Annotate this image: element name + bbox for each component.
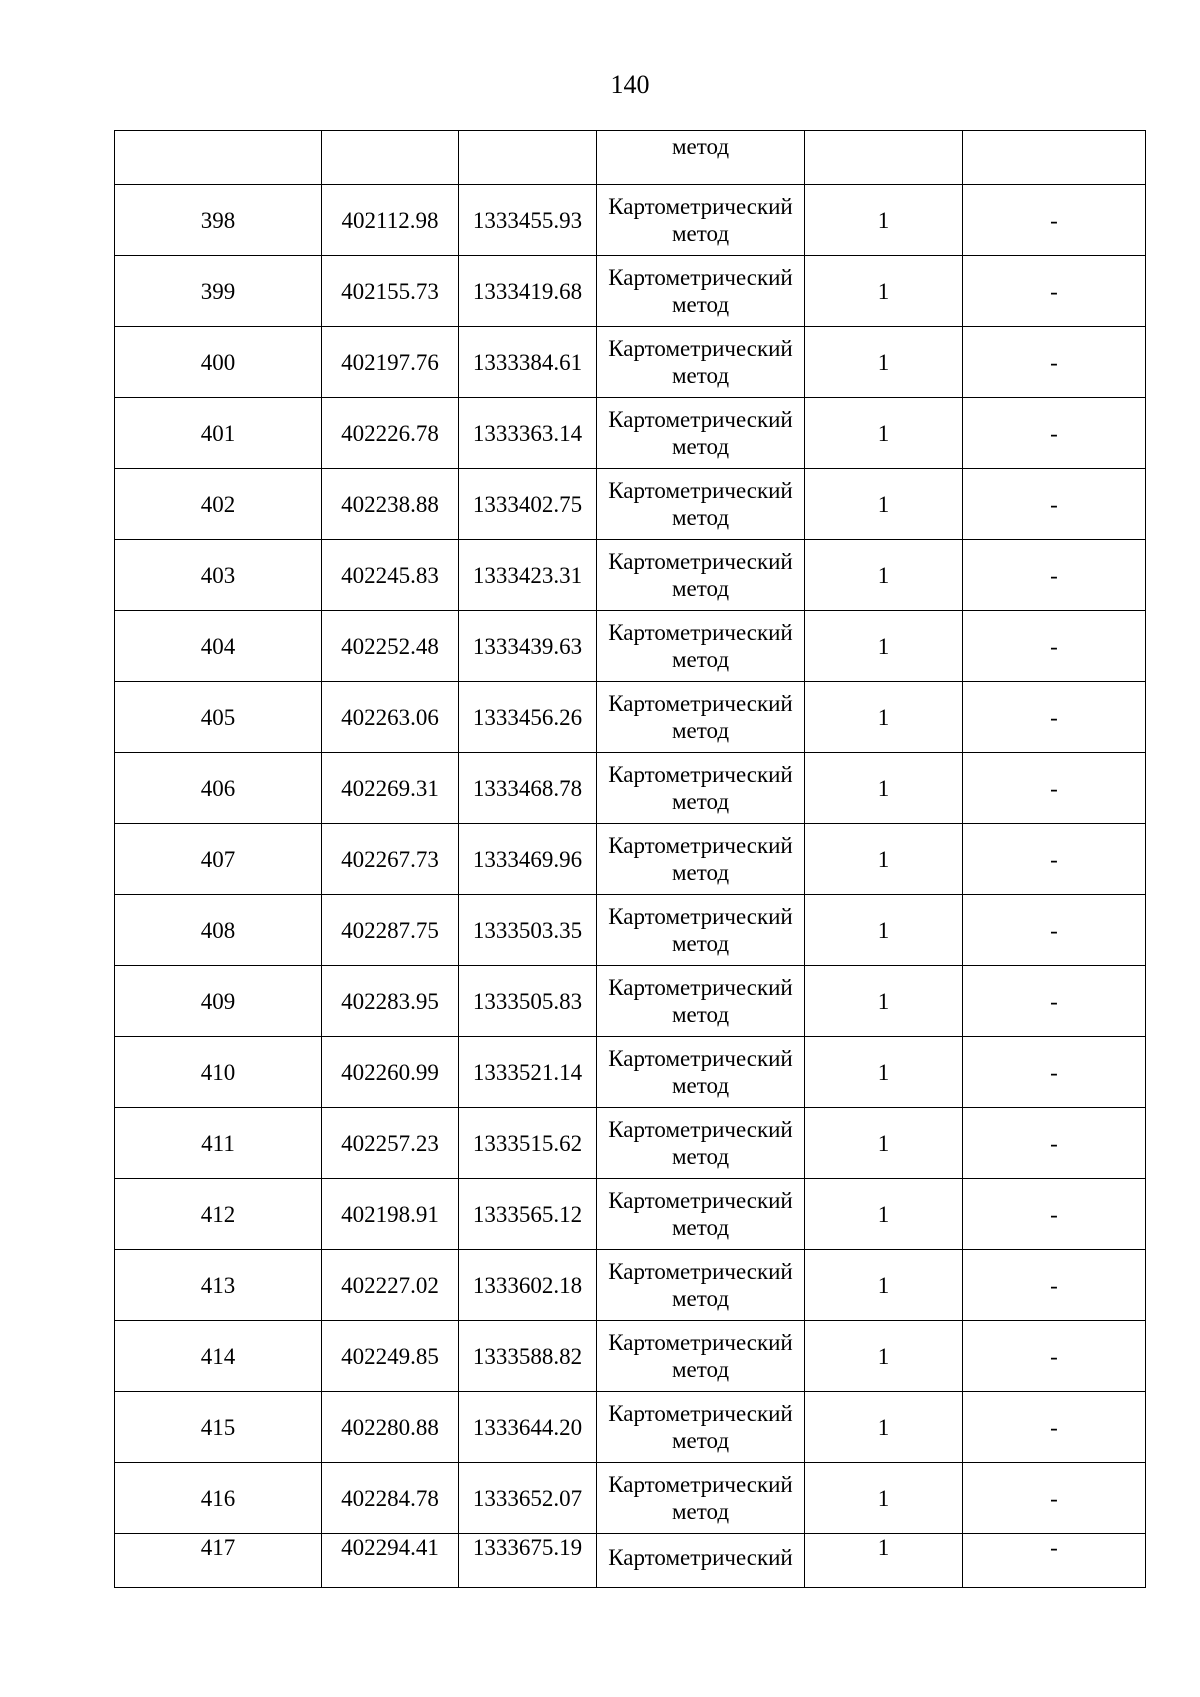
cell-note: - — [963, 256, 1146, 327]
cell-x: 402155.73 — [322, 256, 459, 327]
table-row — [115, 1108, 1146, 1179]
method-line-2: метод — [671, 1428, 730, 1453]
cell-method — [597, 398, 805, 469]
cell-point-number: 402 — [115, 469, 322, 540]
cell-point-number: 415 — [115, 1392, 322, 1463]
method-line-2: метод — [671, 221, 730, 246]
cell-x: 402249.85 — [322, 1321, 459, 1392]
cell-accuracy: 1 — [805, 824, 963, 895]
cell-method: Картометрический — [597, 1534, 805, 1588]
cell-y: 1333521.14 — [459, 1037, 597, 1108]
cell-x: 402260.99 — [322, 1037, 459, 1108]
cell-accuracy: 1 — [805, 1250, 963, 1321]
cell-note: - — [963, 1037, 1146, 1108]
cell-y — [459, 131, 597, 185]
cell-point-number: 416 — [115, 1463, 322, 1534]
cell-method — [597, 1250, 805, 1321]
cell-x: 402198.91 — [322, 1179, 459, 1250]
method-line-2: метод — [671, 718, 730, 743]
cell-y: 1333384.61 — [459, 327, 597, 398]
cell-note: - — [963, 1179, 1146, 1250]
cell-note: - — [963, 185, 1146, 256]
cell-x: 402112.98 — [322, 185, 459, 256]
cell-note: - — [963, 1250, 1146, 1321]
cell-note: - — [963, 1392, 1146, 1463]
cell-point-number: 403 — [115, 540, 322, 611]
cell-accuracy: 1 — [805, 540, 963, 611]
table-body — [115, 131, 1146, 1588]
table-row — [115, 611, 1146, 682]
cell-point-number: 411 — [115, 1108, 322, 1179]
method-line-2: метод — [671, 434, 730, 459]
table-row — [115, 256, 1146, 327]
cell-method — [597, 256, 805, 327]
cell-accuracy: 1 — [805, 327, 963, 398]
table-row — [115, 1463, 1146, 1534]
cell-y: 1333505.83 — [459, 966, 597, 1037]
cell-x: 402257.23 — [322, 1108, 459, 1179]
cell-y: 1333644.20 — [459, 1392, 597, 1463]
table-row — [115, 824, 1146, 895]
method-line-2: метод — [671, 1144, 730, 1169]
method-line-1: Картометрический — [608, 620, 793, 645]
cell-note: - — [963, 540, 1146, 611]
cell-x: 402269.31 — [322, 753, 459, 824]
cell-x: 402267.73 — [322, 824, 459, 895]
method-line-2: метод — [671, 1002, 730, 1027]
method-line-1: Картометрический — [608, 1472, 793, 1497]
cell-y: 1333363.14 — [459, 398, 597, 469]
cell-point-number: 398 — [115, 185, 322, 256]
cell-note: - — [963, 824, 1146, 895]
cell-point-number: 413 — [115, 1250, 322, 1321]
table-row — [115, 682, 1146, 753]
method-line-2: метод — [671, 1357, 730, 1382]
table-row — [115, 469, 1146, 540]
cell-note: - — [963, 1534, 1146, 1588]
cell-accuracy: 1 — [805, 682, 963, 753]
method-line-1: Картометрический — [608, 904, 793, 929]
cell-method — [597, 1463, 805, 1534]
table-row — [115, 1250, 1146, 1321]
cell-x — [322, 131, 459, 185]
coordinates-table — [114, 130, 1146, 1588]
method-line-2: метод — [671, 292, 730, 317]
cell-note: - — [963, 1463, 1146, 1534]
method-line-1: Картометрический — [608, 1046, 793, 1071]
cell-point-number: 399 — [115, 256, 322, 327]
cell-note: - — [963, 1108, 1146, 1179]
cell-y: 1333675.19 — [459, 1534, 597, 1588]
table-row — [115, 1321, 1146, 1392]
cell-method — [597, 753, 805, 824]
method-line-1: Картометрический — [608, 1330, 793, 1355]
cell-method — [597, 682, 805, 753]
continuation-row — [115, 131, 1146, 185]
page-number: 140 — [610, 70, 650, 99]
table-row — [115, 398, 1146, 469]
cell-y: 1333588.82 — [459, 1321, 597, 1392]
cell-note: - — [963, 398, 1146, 469]
cell-point-number: 407 — [115, 824, 322, 895]
cell-method — [597, 1108, 805, 1179]
cell-note: - — [963, 469, 1146, 540]
cell-accuracy: 1 — [805, 1463, 963, 1534]
table-row — [115, 966, 1146, 1037]
cell-y: 1333468.78 — [459, 753, 597, 824]
table-row — [115, 1179, 1146, 1250]
table-row — [115, 895, 1146, 966]
cell-x: 402280.88 — [322, 1392, 459, 1463]
cell-note: - — [963, 611, 1146, 682]
cell-y: 1333503.35 — [459, 895, 597, 966]
table-row-last — [115, 1534, 1146, 1588]
cell-x: 402197.76 — [322, 327, 459, 398]
cell-x: 402227.02 — [322, 1250, 459, 1321]
cell-method — [597, 1037, 805, 1108]
method-line-1: Картометрический — [608, 1259, 793, 1284]
table-row — [115, 1037, 1146, 1108]
cell-point-number: 405 — [115, 682, 322, 753]
cell-point-number: 417 — [115, 1534, 322, 1588]
method-line-1: Картометрический — [608, 1188, 793, 1213]
cell-accuracy: 1 — [805, 1534, 963, 1588]
method-line-1: Картометрический — [608, 478, 793, 503]
cell-x: 402287.75 — [322, 895, 459, 966]
cell-note: - — [963, 327, 1146, 398]
cell-method — [597, 540, 805, 611]
cell-point-number: 408 — [115, 895, 322, 966]
method-line-1: Картометрический — [608, 975, 793, 1000]
cell-x: 402263.06 — [322, 682, 459, 753]
method-line-2: метод — [671, 1215, 730, 1240]
cell-x: 402294.41 — [322, 1534, 459, 1588]
cell-method — [597, 1179, 805, 1250]
cell-method: метод — [597, 131, 805, 185]
method-line-1: Картометрический — [608, 549, 793, 574]
cell-point-number: 409 — [115, 966, 322, 1037]
method-line-1: Картометрический — [608, 833, 793, 858]
cell-point-number: 401 — [115, 398, 322, 469]
cell-point-number: 404 — [115, 611, 322, 682]
cell-x: 402238.88 — [322, 469, 459, 540]
cell-point-number: 412 — [115, 1179, 322, 1250]
cell-accuracy: 1 — [805, 469, 963, 540]
method-line-2: метод — [671, 647, 730, 672]
cell-point-number: 414 — [115, 1321, 322, 1392]
table-row — [115, 185, 1146, 256]
cell-method — [597, 1321, 805, 1392]
cell-accuracy: 1 — [805, 1392, 963, 1463]
cell-y: 1333602.18 — [459, 1250, 597, 1321]
method-line-2: метод — [671, 1286, 730, 1311]
cell-x: 402226.78 — [322, 398, 459, 469]
cell-accuracy: 1 — [805, 1179, 963, 1250]
cell-accuracy: 1 — [805, 1321, 963, 1392]
method-line-2: метод — [671, 789, 730, 814]
cell-method — [597, 895, 805, 966]
method-line-1: Картометрический — [608, 691, 793, 716]
method-line-1: Картометрический — [608, 265, 793, 290]
cell-accuracy: 1 — [805, 185, 963, 256]
cell-x: 402252.48 — [322, 611, 459, 682]
cell-accuracy: 1 — [805, 753, 963, 824]
cell-accuracy: 1 — [805, 256, 963, 327]
cell-y: 1333419.68 — [459, 256, 597, 327]
method-line-1: Картометрический — [608, 336, 793, 361]
cell-method — [597, 824, 805, 895]
cell-y: 1333652.07 — [459, 1463, 597, 1534]
cell-accuracy: 1 — [805, 1108, 963, 1179]
cell-accuracy: 1 — [805, 611, 963, 682]
cell-method — [597, 327, 805, 398]
cell-method — [597, 1392, 805, 1463]
cell-y: 1333439.63 — [459, 611, 597, 682]
cell-method — [597, 611, 805, 682]
cell-note — [963, 131, 1146, 185]
method-line-2: метод — [671, 860, 730, 885]
method-line-2: метод — [671, 1073, 730, 1098]
cell-x: 402284.78 — [322, 1463, 459, 1534]
cell-x: 402283.95 — [322, 966, 459, 1037]
method-line-1: Картометрический — [608, 1401, 793, 1426]
cell-note: - — [963, 895, 1146, 966]
cell-point-number — [115, 131, 322, 185]
cell-point-number: 410 — [115, 1037, 322, 1108]
cell-y: 1333402.75 — [459, 469, 597, 540]
table-row — [115, 753, 1146, 824]
table-row — [115, 540, 1146, 611]
cell-note: - — [963, 753, 1146, 824]
cell-accuracy: 1 — [805, 895, 963, 966]
cell-accuracy: 1 — [805, 1037, 963, 1108]
cell-y: 1333469.96 — [459, 824, 597, 895]
cell-note: - — [963, 1321, 1146, 1392]
method-line-2: метод — [671, 576, 730, 601]
method-line-1: Картометрический — [608, 407, 793, 432]
method-line-2: метод — [671, 363, 730, 388]
cell-method — [597, 966, 805, 1037]
cell-x: 402245.83 — [322, 540, 459, 611]
method-line-1: Картометрический — [608, 194, 793, 219]
table-row — [115, 327, 1146, 398]
cell-method — [597, 185, 805, 256]
cell-y: 1333423.31 — [459, 540, 597, 611]
cell-accuracy — [805, 131, 963, 185]
cell-point-number: 406 — [115, 753, 322, 824]
cell-note: - — [963, 682, 1146, 753]
cell-note: - — [963, 966, 1146, 1037]
cell-accuracy: 1 — [805, 398, 963, 469]
method-line-2: метод — [671, 1499, 730, 1524]
method-line-1: Картометрический — [608, 1117, 793, 1142]
cell-y: 1333515.62 — [459, 1108, 597, 1179]
method-line-1: Картометрический — [608, 762, 793, 787]
cell-accuracy: 1 — [805, 966, 963, 1037]
cell-point-number: 400 — [115, 327, 322, 398]
cell-y: 1333455.93 — [459, 185, 597, 256]
method-line-2: метод — [671, 931, 730, 956]
table-row — [115, 1392, 1146, 1463]
cell-y: 1333565.12 — [459, 1179, 597, 1250]
cell-y: 1333456.26 — [459, 682, 597, 753]
cell-method — [597, 469, 805, 540]
method-line-2: метод — [671, 505, 730, 530]
